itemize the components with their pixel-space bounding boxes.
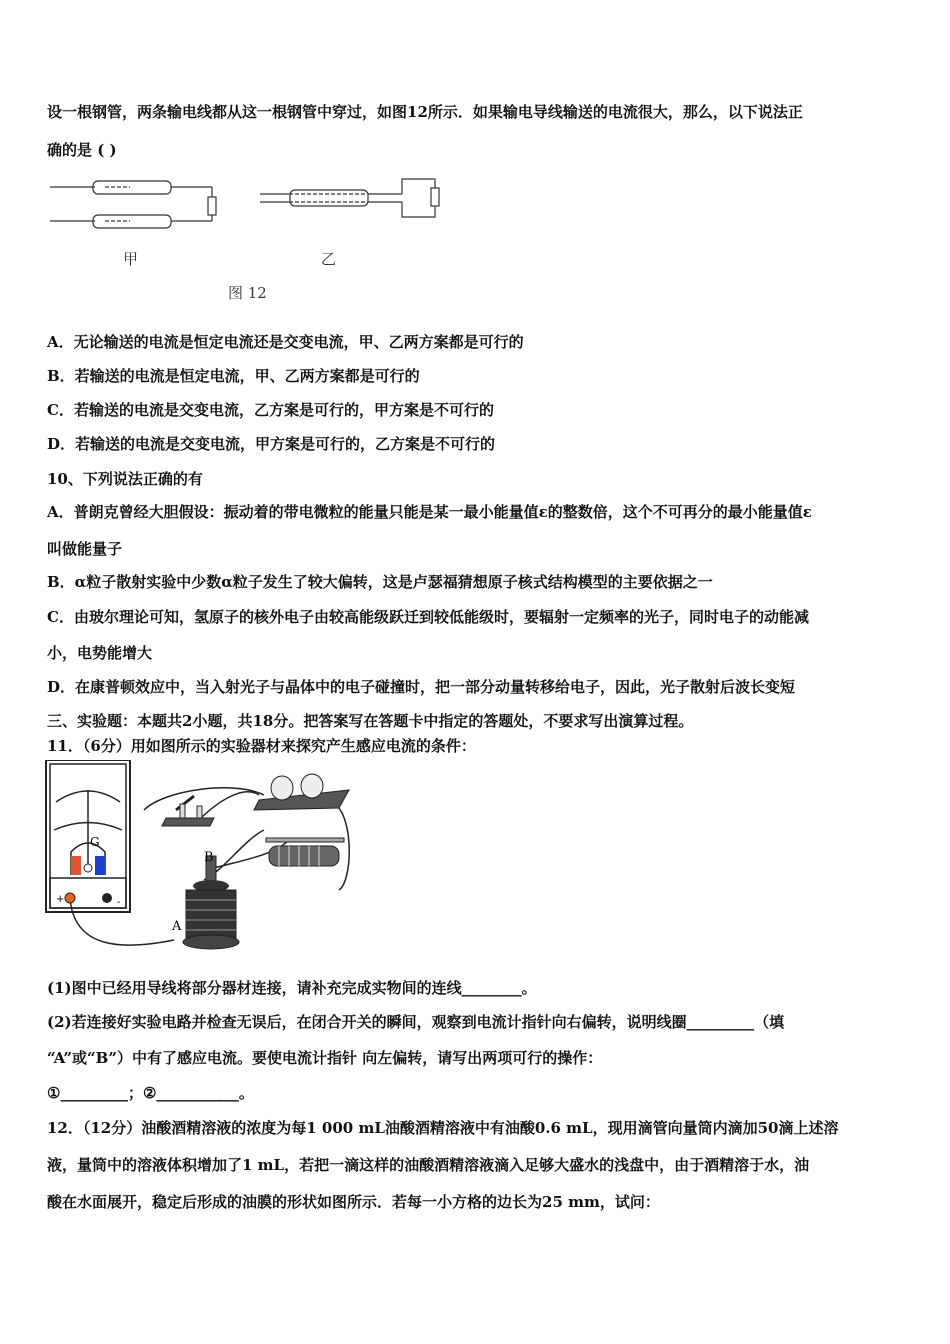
label-yi: 乙 [321, 250, 337, 268]
q9-option-c: C．若输送的电流是交变电流，乙方案是可行的，甲方案是不可行的 [47, 401, 494, 419]
q11-stem: 11．（6分）用如图所示的实验器材来探究产生感应电流的条件： [47, 737, 476, 755]
q9-stem: 设一根钢管，两条输电线都从这一根钢管中穿过，如图12所示．如果输电导线输送的电流很大，那么，以下说法正 [47, 103, 803, 121]
q10-stem: 10、下列说法正确的有 [47, 470, 203, 488]
label-jia: 甲 [123, 250, 139, 268]
q10-option-a-cont: 叫做能量子 [47, 540, 123, 558]
q12-stem-cont2: 酸在水面展开，稳定后形成的油膜的形状如图所示．若每一小方格的边长为25 mm，试问： [47, 1193, 660, 1211]
figure-12 [45, 172, 445, 307]
section-heading: 三、实验题：本题共2小题，共18分。把答案写在答题卡中指定的答题处，不要求写出演算过程。 [47, 712, 694, 730]
q9-option-a: A．无论输送的电流是恒定电流还是交变电流，甲、乙两方案都是可行的 [47, 333, 524, 351]
q12-stem-cont1: 液，量筒中的溶液体积增加了1 mL，若把一滴这样的油酸酒精溶液滴入足够大盛水的浅盘中，由于酒精溶于水，油 [47, 1156, 810, 1174]
q12-stem: 12．（12分）油酸酒精溶液的浓度为每1 000 mL油酸酒精溶液中有油酸0.6 mL，现用滴管向量筒内滴加50滴上述溶 [47, 1119, 839, 1137]
minus-terminal-label: - [117, 897, 121, 908]
q11-answer-blanks: ①_________；②___________。 [47, 1084, 254, 1102]
coil-a-label: A [172, 919, 182, 934]
q10-option-c: C．由玻尔理论可知，氢原子的核外电子由较高能级跃迁到较低能级时，要辐射一定频率的光子，同时电子的动能减 [47, 608, 809, 626]
plus-terminal-label: + [56, 894, 65, 905]
q10-option-c-cont: 小，电势能增大 [47, 644, 153, 662]
q10-option-a: A．普朗克曾经大胆假设：振动着的带电微粒的能量只能是某一最小能量值ε的整数倍，这个不可再分的最小能量值ε [47, 503, 812, 521]
q10-option-d: D．在康普顿效应中，当入射光子与晶体中的电子碰撞时，把一部分动量转移给电子，因此，光子散射后波长变短 [47, 678, 796, 696]
q11-part2: (2)若连接好实验电路并检查无误后，在闭合开关的瞬间，观察到电流计指针向右偏转，说明线圈_________（填 [47, 1013, 785, 1031]
coil-b-label: B [204, 850, 214, 865]
q10-option-b: B．α粒子散射实验中少数α粒子发生了较大偏转，这是卢瑟福猜想原子核式结构模型的主要依据之一 [47, 573, 713, 591]
figure-caption: 图 12 [228, 284, 267, 302]
q9-option-d: D．若输送的电流是交变电流，甲方案是可行的，乙方案是不可行的 [47, 435, 496, 453]
q11-part1: (1)图中已经用导线将部分器材连接，请补充完成实物间的连线________。 [47, 979, 537, 997]
q11-part2-cont: “A”或“B”）中有了感应电流。要使电流计指针 向左偏转，请写出两项可行的操作： [47, 1049, 603, 1067]
q9-option-b: B．若输送的电流是恒定电流，甲、乙两方案都是可行的 [47, 367, 420, 385]
galvanometer-label: G [90, 835, 100, 849]
experiment-apparatus-figure [44, 760, 364, 955]
q9-stem-cont: 确的是 ( ) [47, 141, 117, 159]
